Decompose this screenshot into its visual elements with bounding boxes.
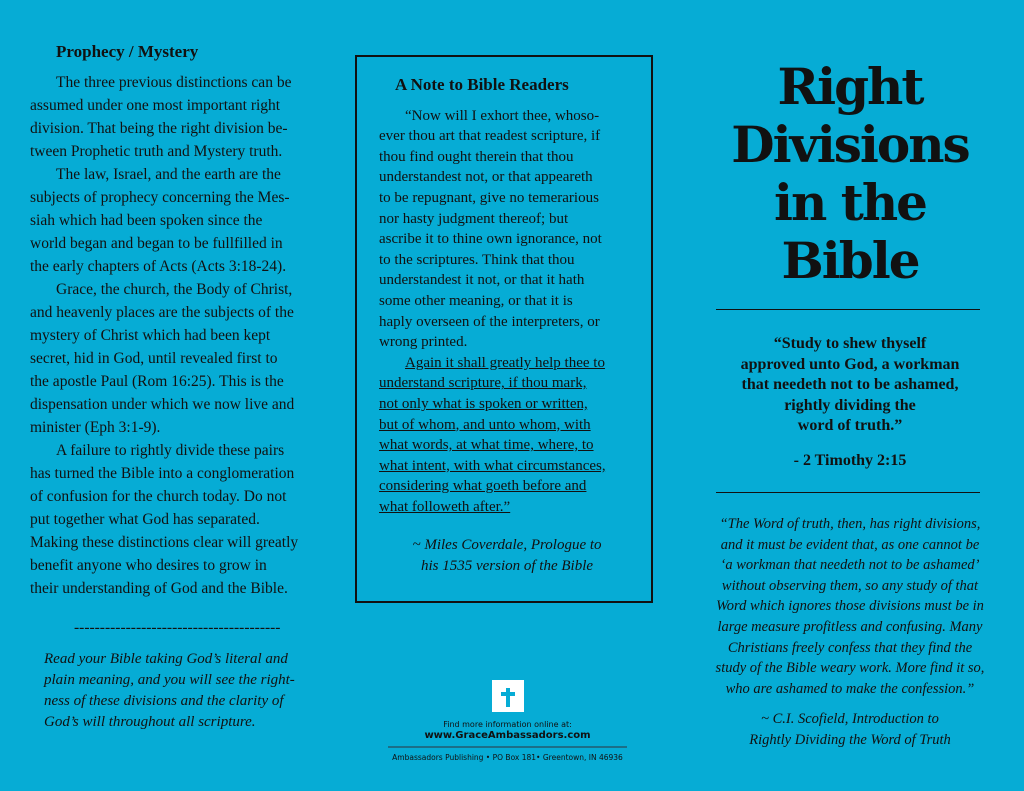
text-line: ~ Miles Coverdale, Prologue to bbox=[412, 537, 602, 554]
text-line: but of whom, and unto whom, with bbox=[379, 416, 591, 433]
text-line: plain meaning, and you will see the right- bbox=[44, 672, 295, 688]
text-line: Christians freely confess that they find the bbox=[727, 639, 973, 656]
text-line: Grace, the church, the Body of Christ, bbox=[56, 281, 293, 298]
divider bbox=[388, 746, 627, 748]
verse-reference: - 2 Timothy 2:15 bbox=[793, 451, 907, 469]
text-line: wrong printed. bbox=[379, 334, 468, 351]
paragraph bbox=[30, 278, 330, 439]
text-line: “The Word of truth, then, has right divisions, bbox=[719, 516, 981, 532]
text-line: large measure profitless and confusing. Many bbox=[717, 618, 983, 635]
text-line: assumed under one most important right bbox=[30, 97, 281, 114]
cross-logo-icon bbox=[492, 680, 524, 712]
text-line: and heavenly places are the subjects of the bbox=[30, 304, 294, 321]
text-line: without observing them, so any study of that bbox=[721, 577, 979, 594]
text-line: to be repugnant, give no temerarious bbox=[379, 189, 599, 206]
note-heading: A Note to Bible Readers bbox=[395, 75, 569, 94]
text-line: Right bbox=[777, 57, 923, 116]
text-line: has turned the Bible into a conglomeration bbox=[30, 465, 295, 482]
text-line: and it must be evident that, as one cannot be bbox=[720, 536, 980, 553]
text-line: The three previous distinctions can be bbox=[56, 74, 292, 91]
divider bbox=[716, 309, 980, 310]
text-line: subjects of prophecy concerning the Mes- bbox=[30, 189, 290, 206]
divider bbox=[716, 492, 980, 493]
scofield-citation bbox=[700, 709, 1000, 750]
text-line: what followeth after.” bbox=[379, 498, 511, 515]
text-line: the early chapters of Acts (Acts 3:18-24). bbox=[30, 258, 287, 275]
text-line: who are ashamed to make the confession.” bbox=[725, 680, 975, 697]
text-line: Rightly Dividing the Word of Truth bbox=[749, 731, 951, 748]
body-text bbox=[30, 71, 330, 600]
text-line: dispensation under which we now live and bbox=[30, 396, 295, 413]
website-link[interactable]: www.GraceAmbassadors.com bbox=[424, 730, 591, 741]
text-line: his 1535 version of the Bible bbox=[420, 558, 594, 575]
text-line: tween Prophetic truth and Mystery truth. bbox=[30, 143, 283, 160]
text-line: mystery of Christ which had been kept bbox=[30, 327, 271, 344]
brochure-title bbox=[700, 58, 1000, 290]
text-line: benefit anyone who desires to grow in bbox=[30, 557, 267, 574]
text-line: A failure to rightly divide these pairs bbox=[56, 442, 285, 459]
text-line: minister (Eph 3:1-9). bbox=[30, 419, 161, 436]
left-panel bbox=[30, 40, 330, 733]
text-line: world began and began to be fullfilled in bbox=[30, 235, 283, 252]
text-line: study of the Bible weary work. More find it so, bbox=[715, 660, 985, 677]
text-line: ascribe it to thine own ignorance, not bbox=[379, 231, 602, 248]
note-quote bbox=[379, 106, 651, 353]
text-line: the apostle Paul (Rom 16:25). This is the bbox=[30, 373, 284, 390]
text-line: God’s will throughout all scripture. bbox=[44, 714, 256, 730]
closing-text bbox=[44, 649, 330, 733]
section-heading: Prophecy / Mystery bbox=[56, 42, 199, 61]
text-line: “Study to shew thyself bbox=[773, 335, 927, 352]
verse-quote bbox=[700, 334, 1000, 472]
footer bbox=[380, 680, 635, 762]
text-line: Word which ignores those divisions must be in bbox=[716, 598, 984, 615]
text-line: Again it shall greatly help thee to bbox=[405, 354, 605, 371]
text-line: Making these distinctions clear will greatly bbox=[30, 534, 299, 551]
paragraph bbox=[30, 71, 330, 163]
divider: ---------------------------------------- bbox=[74, 619, 281, 636]
text-line: that needeth not to be ashamed, bbox=[741, 376, 959, 394]
text-line: their understanding of God and the Bible. bbox=[30, 580, 288, 597]
text-line: Divisions bbox=[731, 115, 969, 174]
text-line: word of truth.” bbox=[797, 417, 903, 435]
text-line: haply overseen of the interpreters, or bbox=[379, 313, 600, 330]
text-line: in the bbox=[773, 173, 926, 232]
paragraph bbox=[30, 163, 330, 278]
publisher-address: Ambassadors Publishing • PO Box 181• Greentown, IN 46936 bbox=[392, 753, 623, 762]
text-line: thou find ought therein that thou bbox=[379, 148, 574, 165]
note-underlined-quote bbox=[379, 353, 651, 518]
text-line: considering what goeth before and bbox=[379, 478, 587, 495]
text-line: put together what God has separated. bbox=[30, 511, 260, 528]
text-line: ever thou art that readest scripture, if bbox=[379, 128, 601, 145]
text-line: understandest not, or that appeareth bbox=[379, 169, 593, 186]
text-line: The law, Israel, and the earth are the bbox=[56, 166, 281, 183]
text-line: not only what is spoken or written, bbox=[379, 395, 588, 412]
text-line: nor hasty judgment thereof; but bbox=[379, 210, 569, 227]
text-line: of confusion for the church today. Do not bbox=[30, 488, 287, 505]
text-line: rightly dividing the bbox=[784, 396, 916, 414]
text-line: Bible bbox=[781, 231, 919, 290]
paragraph bbox=[30, 439, 330, 600]
text-line: “Now will I exhort thee, whoso- bbox=[405, 107, 600, 124]
text-line: understand scripture, if thou mark, bbox=[379, 375, 587, 392]
text-line: what intent, with what circumstances, bbox=[379, 457, 606, 474]
text-line: ~ C.I. Scofield, Introduction to bbox=[761, 711, 939, 728]
text-line: ‘a workman that needeth not to be ashamed’ bbox=[720, 557, 980, 574]
text-line: secret, hid in God, until revealed first to bbox=[30, 350, 278, 367]
text-line: siah which had been spoken since the bbox=[30, 212, 263, 229]
note-citation bbox=[397, 535, 651, 576]
text-line: ness of these divisions and the clarity of bbox=[44, 693, 284, 709]
scofield-quote bbox=[700, 514, 1000, 751]
text-line: what words, at what time, where, to bbox=[379, 437, 594, 454]
text-line: understandest it not, or that it hath bbox=[379, 272, 585, 289]
text-line: division. That being the right division be- bbox=[30, 120, 288, 137]
text-line: to the scriptures. Think that thou bbox=[379, 251, 575, 268]
note-box bbox=[355, 55, 653, 603]
text-line: some other meaning, or that it is bbox=[379, 292, 573, 309]
find-more-text: Find more information online at: bbox=[443, 720, 572, 729]
text-line: approved unto God, a workman bbox=[740, 355, 960, 373]
text-line: Read your Bible taking God’s literal and bbox=[44, 651, 288, 667]
